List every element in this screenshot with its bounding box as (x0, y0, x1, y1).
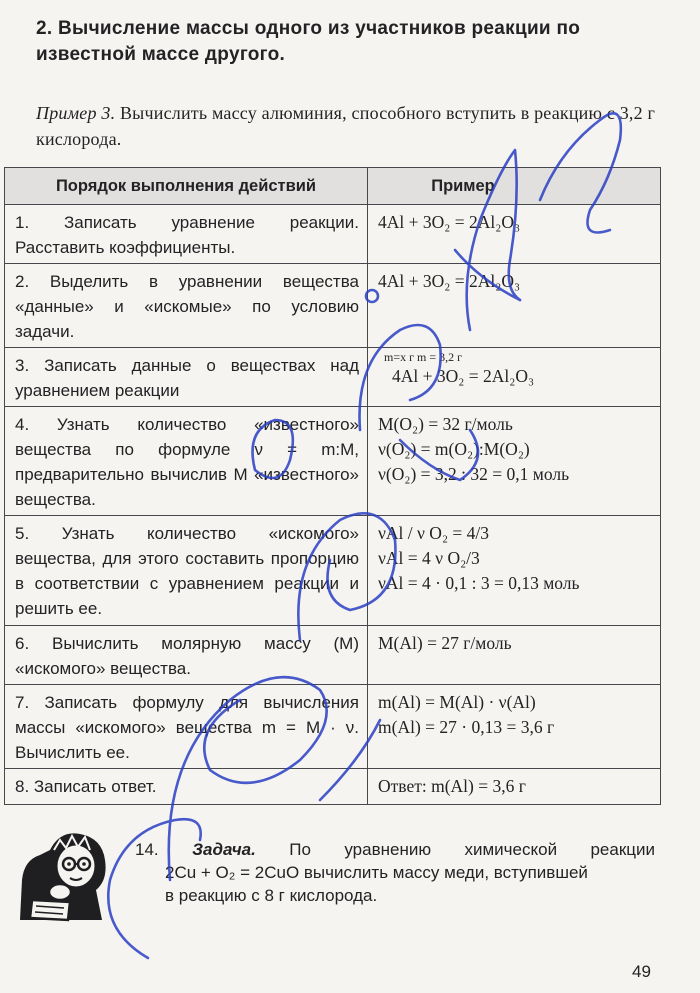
example-line: νAl = 4 ν O₂/3 (378, 548, 480, 568)
example-note: m=x г m = 3,2 г (384, 350, 463, 364)
example-line: m(Al) = 27 · 0,13 = 3,6 г (378, 717, 555, 737)
example-cell (368, 516, 661, 626)
example-line: 4Al + 3O₂ = 2Al₂O₃ (392, 366, 535, 386)
steps-table (4, 167, 661, 805)
table-row (5, 407, 661, 516)
step-cell: 2. Выделить в уравнении вещества «данные» и «искомые» по условию задачи. (5, 264, 368, 348)
example-label: Пример 3. (36, 103, 116, 123)
example-line: Ответ: m(Al) = 3,6 г (378, 776, 526, 796)
thinking-student-icon (10, 820, 120, 930)
table-row (5, 626, 661, 685)
task-text-1: По уравнению химической реакции (289, 840, 656, 859)
table-row (5, 205, 661, 264)
example-cell (368, 264, 661, 348)
step-cell: 6. Вычислить молярную массу (M) «искомого» вещества. (5, 626, 368, 685)
example-line: ν(O₂) = m(O₂):M(O₂) (378, 439, 530, 459)
example-line: νAl / ν O₂ = 4/3 (378, 523, 490, 543)
example-cell (368, 407, 661, 516)
example-intro (36, 100, 666, 152)
example-line: νAl = 4 · 0,1 : 3 = 0,13 моль (378, 573, 580, 593)
example-text: Вычислить массу алюминия, способного вступить в реакцию с 3,2 г кислорода. (36, 103, 656, 149)
table-row (5, 685, 661, 769)
step-cell: 3. Записать данные о веществах над уравнением реакции (5, 348, 368, 407)
task-line-2: 2Cu + O₂ = 2CuO вычислить массу меди, вступившей (165, 863, 588, 882)
example-line: ν(O₂) = 3,2 : 32 = 0,1 моль (378, 464, 570, 484)
task-number: 14. (135, 840, 159, 859)
header-order: Порядок выполнения действий (5, 168, 368, 205)
example-line: M(Al) = 27 г/моль (378, 633, 512, 653)
example-cell (368, 769, 661, 805)
example-cell (368, 685, 661, 769)
table-row (5, 516, 661, 626)
step-cell: 8. Записать ответ. (5, 769, 368, 805)
example-cell (368, 626, 661, 685)
example-line: M(O₂) = 32 г/моль (378, 414, 513, 434)
step-cell: 7. Записать формулу для вычисления массы «искомого» вещества m = M · ν. Вычислить ее. (5, 685, 368, 769)
section-heading: 2. Вычисление массы одного из участников реакции по известной массе другого. (36, 18, 581, 65)
example-line: 4Al + 3O₂ = 2Al₂O₃ (378, 271, 521, 291)
task-line-3: в реакцию с 8 г кислорода. (165, 886, 378, 905)
task-line-1 (135, 838, 655, 861)
header-example: Пример (368, 168, 661, 205)
example-line: 4Al + 3O₂ = 2Al₂O₃ (378, 212, 521, 232)
page-number: 49 (632, 962, 651, 981)
step-cell: 4. Узнать количество «известного» вещества по формуле ν = m:M, предварительно вычислив M «известного» вещества. (5, 407, 368, 516)
step-cell: 5. Узнать количество «искомого» вещества, для этого составить пропорцию в соответствии с уравнением реакции и решить ее. (5, 516, 368, 626)
task-label: Задача. (192, 840, 256, 859)
task-14 (135, 838, 655, 907)
example-cell (368, 348, 661, 407)
table-row (5, 769, 661, 805)
table-header-row (5, 168, 661, 205)
table-row (5, 348, 661, 407)
table-row (5, 264, 661, 348)
example-line: m(Al) = M(Al) · ν(Al) (378, 692, 536, 712)
example-cell (368, 205, 661, 264)
step-cell: 1. Записать уравнение реакции. Расставить коэффициенты. (5, 205, 368, 264)
